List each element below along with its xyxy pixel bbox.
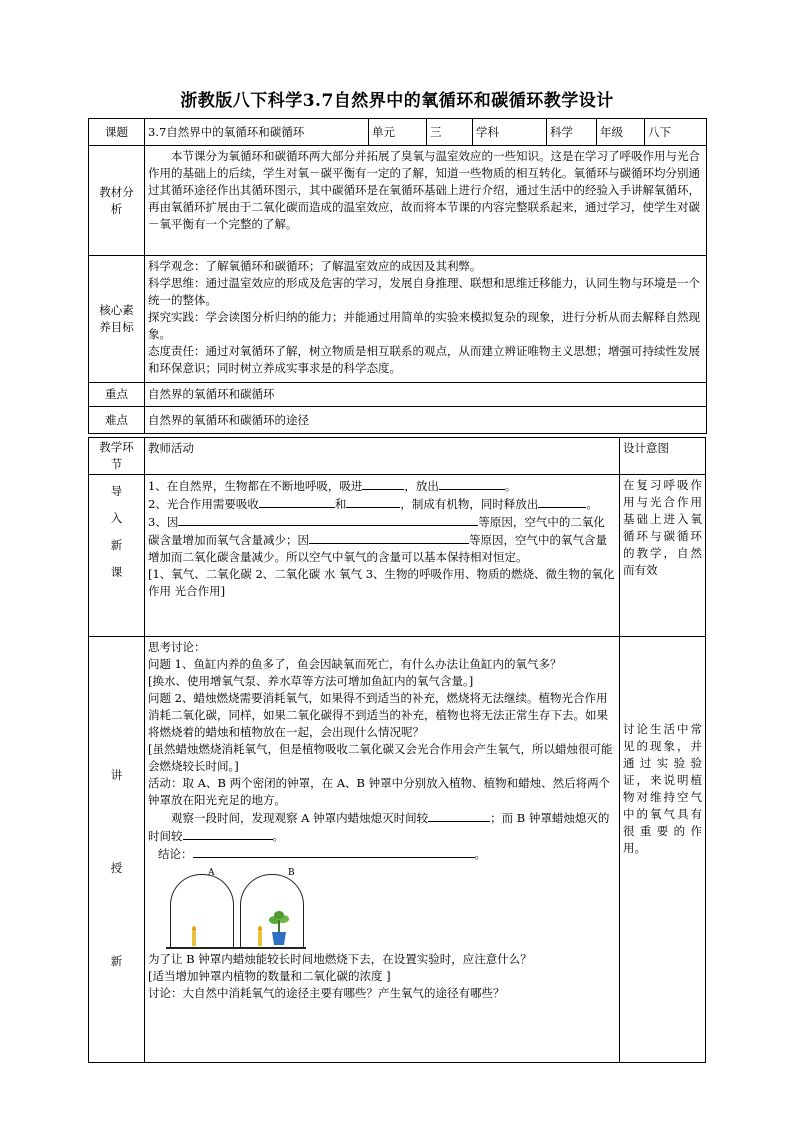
jiaocai-text: 本节课分为氧循环和碳循环两大部分并拓展了臭氧与温室效应的一些知识。这是在学习了呼吸作用与光合作用的基础上的后续，学生对氧－碳平衡有一定的了解，知道一些物质的相互转化。氧循环与碳循环均分别通过其循环途径作出其循环图示，其中碳循环是在氧循环基础上进行介绍，通过生活中的经验入手讲解氧循环，再由氧循环扩展由于二氧化碳而造成的温室效应，故而将本节课的内容完整联系起来，通过学习，使学生对碳－氧平衡有一个完整的了解。 <box>145 146 707 256</box>
hexin-line: 科学观念：了解氧循环和碳循环；了解温室效应的成因及其利弊。 <box>148 259 482 273</box>
potted-plant-icon <box>266 910 292 946</box>
daoru-char: 导 <box>110 484 123 498</box>
nandian-label: 难点 <box>89 407 145 434</box>
candle-icon <box>256 926 264 946</box>
page-title: 浙教版八下科学3.7自然界中的氧循环和碳循环教学设计 <box>180 91 614 111</box>
jiangshou-intent <box>620 637 706 1063</box>
xue-ke-label: 学科 <box>473 119 547 146</box>
jiangshou-line: [换水、使用增氧气泵、养水草等方法可增加鱼缸内的氧气含量。] <box>148 674 474 688</box>
bell-jar-figure <box>148 865 616 951</box>
jiangshou-after-line: 讨论：大自然中消耗氧气的途径主要有哪些？产生氧气的途径有哪些？ <box>148 986 505 1000</box>
hexin-line: 探究实践：学会读图分析归纳的能力；并能通过用简单的实验来模拟复杂的现象，进行分析从而去解释自然现象。 <box>148 310 700 341</box>
daoru-q1: 1、在自然界，生物都在不断地呼吸，吸进 ，放出 。 <box>148 479 517 493</box>
process-col3-header: 设计意图 <box>620 438 706 475</box>
dan-yuan-value: 三 <box>427 119 473 146</box>
jiangshou-line: [虽然蜡烛燃烧消耗氧气，但是植物吸收二氧化碳又会光合作用会产生氧气，所以蜡烛很可能会燃烧较长时间。] <box>148 742 613 773</box>
jiangshou-after-line: 为了让 B 钟罩内蜡烛能较长时间地燃烧下去，在设置实验时，应注意什么？ <box>148 952 532 966</box>
bell-jar-a <box>170 874 234 947</box>
daoru-intent: 在复习呼吸作用与光合作用基础上进入氧循环与碳循环的教学，自然而有效 <box>620 475 706 637</box>
zhongdian-text: 自然界的氧循环和碳循环 <box>145 383 707 407</box>
jiangshou-line: 思考讨论： <box>148 640 206 654</box>
jiangshou-char: 新 <box>110 954 123 968</box>
daoru-q3: 3、因 等原因，空气中的二氧化碳含量增加而氧气含量减少；因 等原因，空气中的氧气含量增加而二氧化碳含量减少。所以空气中氧气的含量可以基本保持相对恒定。 <box>148 515 607 564</box>
jar-b-label: B <box>288 868 295 878</box>
jiangshou-observe: 观察一段时间，发现观察 A 钟罩内蜡烛熄灭时间较 ；而 B 钟罩蜡烛熄灭的时间较 。 <box>148 811 610 843</box>
process-col2-header: 教师活动 <box>145 438 620 475</box>
nian-ji-label: 年级 <box>597 119 645 146</box>
hexin-line: 科学思维：通过温室效应的形成及危害的学习，发展自身推理、联想和思维迁移能力，认同生物与环境是一个统一的整体。 <box>148 276 700 307</box>
jiangshou-char: 授 <box>110 861 123 875</box>
jiangshou-conclusion: 结论： 。 <box>158 847 486 861</box>
jiangshou-label <box>89 637 145 1063</box>
jiangshou-line: 活动：取 A、B 两个密闭的钟罩，在 A、B 钟罩中分别放入植物、植物和蜡烛、然后将两个钟罩放在阳光充足的地方。 <box>148 776 611 807</box>
nandian-text: 自然界的氧循环和碳循环的途径 <box>145 407 707 434</box>
daoru-char: 入 <box>110 511 123 525</box>
info-table <box>88 118 707 434</box>
jiangshou-char: 讲 <box>110 768 123 782</box>
jiangshou-line: 问题 1、鱼缸内养的鱼多了，鱼会因缺氧而死亡，有什么办法让鱼缸内的氧气多？ <box>148 657 562 671</box>
dan-yuan-label: 单元 <box>369 119 427 146</box>
jar-a-label: A <box>208 868 215 878</box>
daoru-q2: 2、光合作用需要吸收 和 ，制成有机物，同时释放出 。 <box>148 497 598 511</box>
nian-ji-value: 八下 <box>645 119 707 146</box>
jiangshou-content <box>145 637 620 1063</box>
daoru-label <box>89 475 145 637</box>
ke-ti-label: 课题 <box>89 119 145 146</box>
jiaocai-label: 教材分析 <box>89 146 145 256</box>
zhongdian-label: 重点 <box>89 383 145 407</box>
process-table <box>88 437 706 1063</box>
daoru-answer: [1、氧气、二氧化碳 2、二氧化碳 水 氧气 3、生物的呼吸作用、物质的燃烧、微生物的氧化作用 光合作用] <box>148 567 615 598</box>
daoru-content <box>145 475 620 637</box>
jiangshou-line: 问题 2、蜡烛燃烧需要消耗氧气，如果得不到适当的补充，燃烧将无法继续。植物光合作用消耗二氧化碳，同样，如果二氧化碳得不到适当的补充，植物也将无法正常生存下去。如果将燃烧着的蜡烛和植物放在一起，会出现什么情况呢？ <box>148 691 608 739</box>
jiangshou-intent-text: 讨论生活中常见的现象，并通过实验验证，来说明植物对维持空气中的氧气具有很重要的作用。 <box>623 722 702 855</box>
hexin-text <box>145 256 707 383</box>
ke-ti-value: 3.7自然界中的氧循环和碳循环 <box>145 119 369 146</box>
hexin-line: 态度责任：通过对氧循环了解，树立物质是相互联系的观点，从而建立辨证唯物主义思想；增强可持续性发展和环保意识；同时树立养成实事求是的科学态度。 <box>148 344 700 375</box>
xue-ke-value: 科学 <box>547 119 597 146</box>
process-col1-header: 教学环节 <box>89 438 145 475</box>
candle-icon <box>190 926 198 946</box>
daoru-char: 课 <box>110 565 123 579</box>
jiangshou-after-line: [适当增加钟罩内植物的数量和二氧化碳的浓度 ] <box>148 969 391 983</box>
hexin-label: 核心素养目标 <box>89 256 145 383</box>
daoru-char: 新 <box>110 538 123 552</box>
